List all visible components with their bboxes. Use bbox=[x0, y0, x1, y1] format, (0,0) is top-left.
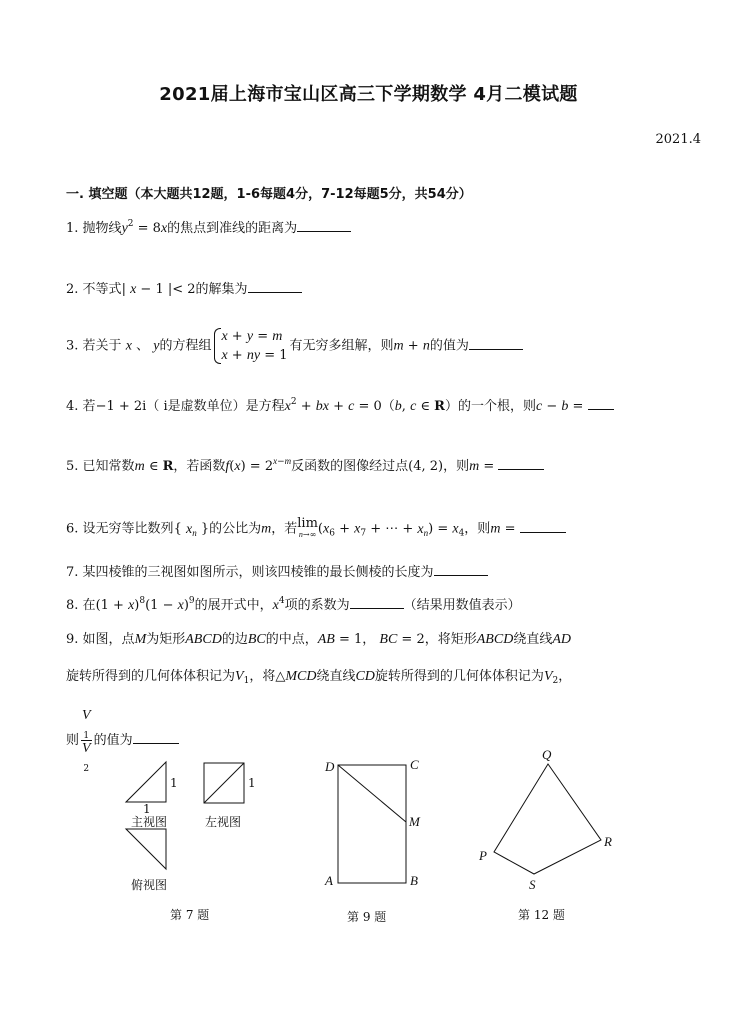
question-7: 7. 某四棱锥的三视图如图所示，则该四棱锥的最长侧棱的长度为 bbox=[66, 563, 488, 582]
question-2: 2. 不等式| x − 1 |< 2的解集为 bbox=[66, 280, 302, 299]
question-9: 9. 如图，点M为矩形ABCD的边BC的中点，AB = 1， BC = 2，将矩形ABCD绕直线AD bbox=[66, 632, 571, 647]
point-m-label: M bbox=[409, 814, 420, 829]
segment-dm bbox=[338, 765, 406, 822]
figure-9-caption: 第 9 题 bbox=[347, 910, 387, 924]
page-title: 2021届上海市宝山区高三下学期数学 4月二模试题 bbox=[159, 84, 578, 105]
exam-date: 2021.4 bbox=[655, 132, 701, 147]
figure-7-caption: 第 7 题 bbox=[170, 908, 210, 922]
front-view-label: 主视图 bbox=[131, 815, 168, 829]
top-view-triangle bbox=[126, 829, 166, 869]
vertex-b-label: B bbox=[410, 873, 418, 888]
top-view-label: 俯视图 bbox=[131, 878, 168, 892]
vertex-a-label: A bbox=[325, 873, 333, 888]
question-1: 1. 抛物线$y^2 = 8x$的焦点到准线的距离为 bbox=[66, 219, 351, 238]
section-heading: 一. 填空题（本大题共12题，1-6每题4分，7-12每题5分，共54分） bbox=[66, 187, 472, 202]
dim-label: 1 bbox=[248, 776, 256, 790]
answer-blank[interactable] bbox=[297, 219, 351, 232]
answer-blank[interactable] bbox=[248, 280, 302, 293]
question-9-line-3: 则 V $_1$ V $_2$ 的值为 bbox=[66, 708, 179, 773]
vertex-s-label: S bbox=[529, 877, 536, 892]
answer-blank[interactable] bbox=[588, 397, 614, 410]
question-3: 3. 若关于 x 、 y的方程组 x + y = m x + ny = 1 有无穷多组解，则m + n的值为 bbox=[66, 327, 523, 365]
rectangle-abcd bbox=[338, 765, 406, 883]
answer-blank[interactable] bbox=[350, 596, 404, 609]
vertex-q-label: Q bbox=[542, 747, 552, 762]
front-view-triangle bbox=[126, 762, 166, 802]
left-view-label: 左视图 bbox=[205, 815, 242, 829]
equation-system: x + y = m x + ny = 1 bbox=[213, 327, 287, 365]
quadrilateral-pqrs bbox=[494, 764, 601, 874]
answer-blank[interactable] bbox=[498, 457, 544, 470]
answer-blank[interactable] bbox=[520, 520, 566, 533]
answer-blank[interactable] bbox=[133, 731, 179, 744]
figure-7-three-views bbox=[115, 755, 275, 925]
answer-blank[interactable] bbox=[469, 337, 523, 350]
vertex-d-label: D bbox=[325, 759, 335, 774]
answer-blank[interactable] bbox=[434, 563, 488, 576]
vertex-p-label: P bbox=[479, 848, 487, 863]
question-9-line-2: 旋转所得到的几何体体积记为$V_1$，将△MCD绕直线CD旋转所得到的几何体体积记为$V_2$， bbox=[66, 669, 572, 686]
question-8: 8. 在$(1 + x)^8(1 - x)^9$的展开式中，$x^4$项的系数为 （结果用数值表示） bbox=[66, 596, 521, 613]
question-4: 4. 若−1 + 2i（ i是虚数单位）是方程$x^2$ + bx + c = 0（b, c ∈ R）的一个根，则c − b = bbox=[66, 397, 614, 416]
figure-9-rectangle bbox=[320, 755, 430, 895]
figure-12-caption: 第 12 题 bbox=[518, 908, 565, 922]
figure-12-quadrilateral bbox=[470, 745, 620, 895]
vertex-c-label: C bbox=[410, 757, 419, 772]
question-6: 6. 设无穷等比数列{ $x_n$ }的公比为m，若 lim n→∞ ($x_6 + x_7$ + ⋯ + $x_n) = x_4$，则m = bbox=[66, 518, 566, 540]
question-5: 5. 已知常数m ∈ R，若函数$f(x) = 2^{x-m}$反函数的图像经过点(4, 2)，则m = bbox=[66, 457, 544, 476]
dim-label: 1 bbox=[170, 776, 178, 790]
dim-label: 1 bbox=[143, 802, 151, 816]
vertex-r-label: R bbox=[604, 834, 612, 849]
